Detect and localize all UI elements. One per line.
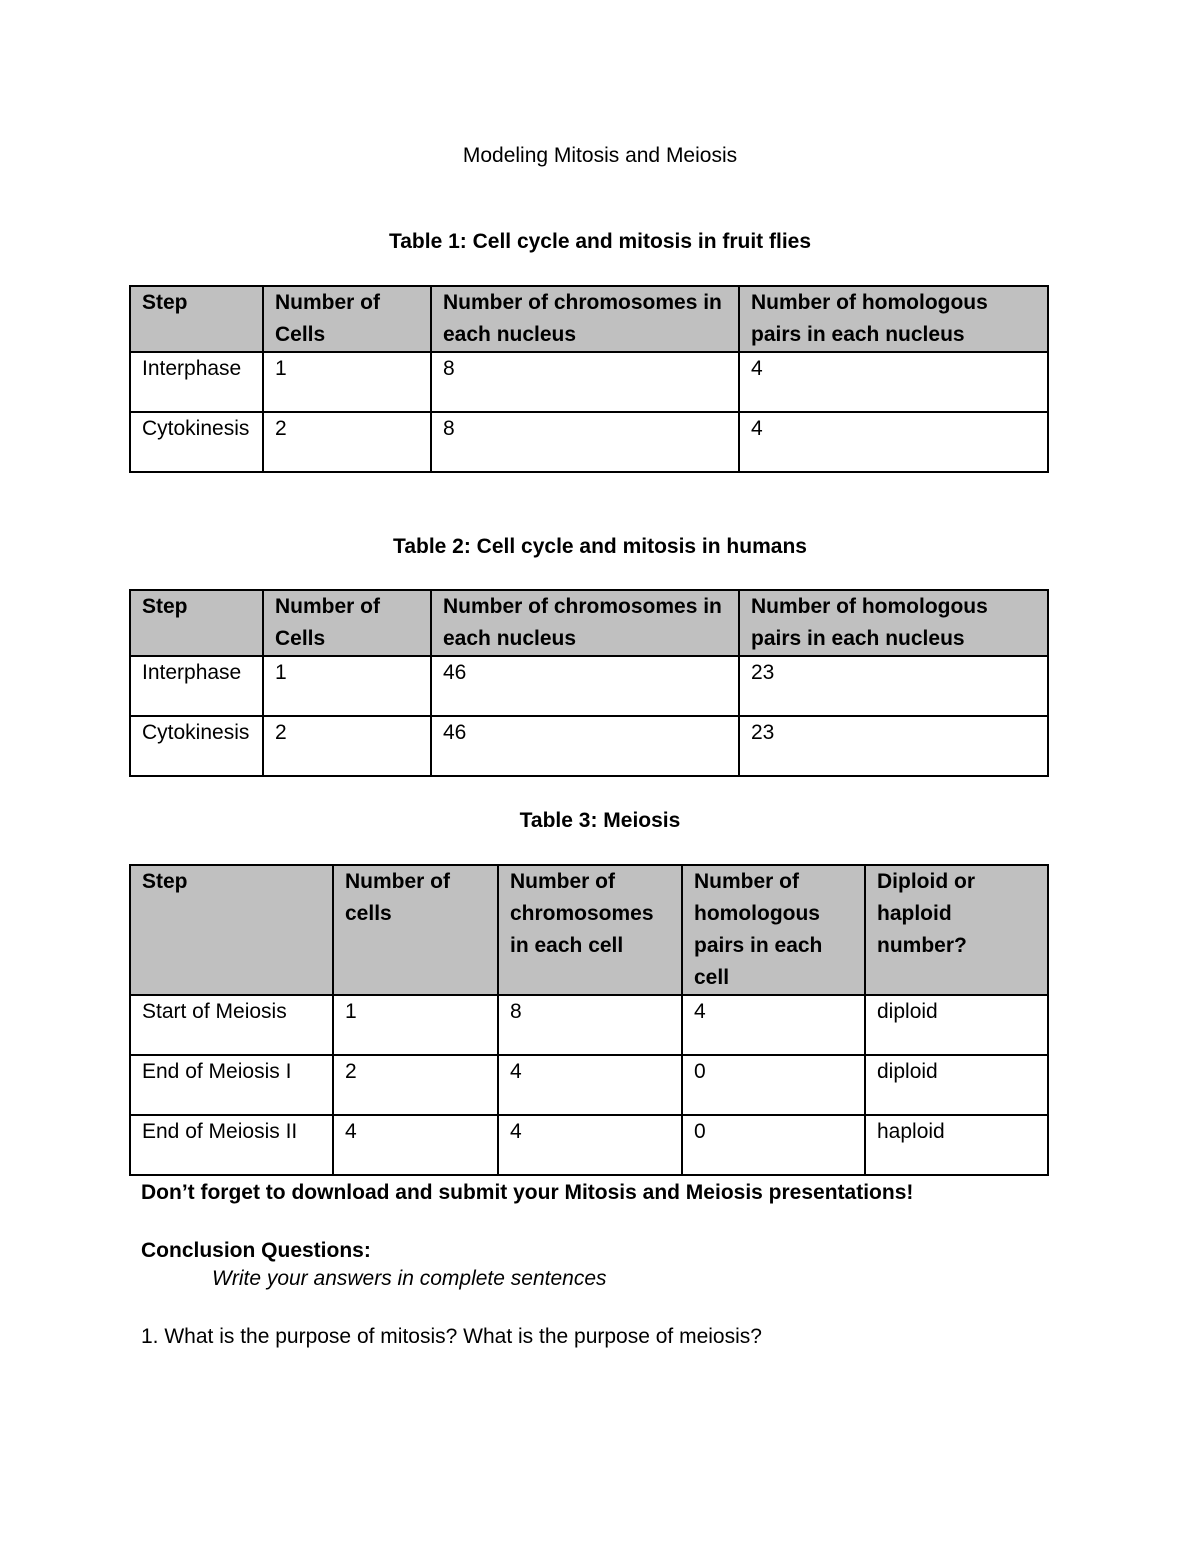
table3-cell: diploid [865, 995, 1048, 1055]
conclusion-heading: Conclusion Questions: [141, 1239, 371, 1262]
table1-header-cell: Step [130, 286, 263, 352]
table3-cell: 8 [498, 995, 682, 1055]
table3-header-cell: Number of homologous pairs in each cell [682, 865, 865, 995]
table1-cell: Interphase [130, 352, 263, 412]
table1-row [130, 352, 1048, 412]
table3-cell: 1 [333, 995, 498, 1055]
table2-cell: 46 [431, 656, 739, 716]
table2 [129, 589, 1049, 777]
table3-cell: 4 [498, 1055, 682, 1115]
submission-reminder: Don’t forget to download and submit your Mitosis and Meiosis presentations! [141, 1181, 914, 1204]
table1-header-row [130, 286, 1048, 352]
table1-header-cell: Number of chromosomes in each nucleus [431, 286, 739, 352]
table2-header-cell: Number of homologous pairs in each nucleus [739, 590, 1048, 656]
table1-header-cell: Number of homologous pairs in each nucleus [739, 286, 1048, 352]
table1-cell: 4 [739, 352, 1048, 412]
table2-cell: Interphase [130, 656, 263, 716]
table1 [129, 285, 1049, 473]
table2-header-cell: Number of Cells [263, 590, 431, 656]
page-title: Modeling Mitosis and Meiosis [462, 144, 738, 167]
table1-cell: 8 [431, 352, 739, 412]
table2-caption: Table 2: Cell cycle and mitosis in humans [393, 535, 807, 558]
table2-cell: 46 [431, 716, 739, 776]
table3-header-cell: Number of cells [333, 865, 498, 995]
table2-row [130, 656, 1048, 716]
table3-row [130, 995, 1048, 1055]
table1-caption: Table 1: Cell cycle and mitosis in fruit flies [388, 230, 812, 253]
table1-header-cell: Number of Cells [263, 286, 431, 352]
table2-header-cell: Number of chromosomes in each nucleus [431, 590, 739, 656]
table3-cell: 0 [682, 1115, 865, 1175]
table3-cell: 2 [333, 1055, 498, 1115]
table3-row [130, 1055, 1048, 1115]
table3-cell: 4 [498, 1115, 682, 1175]
table1-cell: 8 [431, 412, 739, 472]
table3-row [130, 1115, 1048, 1175]
table1-cell: 2 [263, 412, 431, 472]
table2-cell: 23 [739, 656, 1048, 716]
table2-cell: 23 [739, 716, 1048, 776]
table1-cell: 4 [739, 412, 1048, 472]
table3-header-cell: Step [130, 865, 333, 995]
table1-cell: Cytokinesis [130, 412, 263, 472]
table3-cell: diploid [865, 1055, 1048, 1115]
table3-cell: End of Meiosis I [130, 1055, 333, 1115]
table3-cell: Start of Meiosis [130, 995, 333, 1055]
table3-cell: End of Meiosis II [130, 1115, 333, 1175]
table1-row [130, 412, 1048, 472]
question-1: 1. What is the purpose of mitosis? What is the purpose of meiosis? [141, 1325, 762, 1348]
table3-cell: 4 [333, 1115, 498, 1175]
table1-cell: 1 [263, 352, 431, 412]
conclusion-instruction: Write your answers in complete sentences [212, 1267, 607, 1290]
table3-cell: 0 [682, 1055, 865, 1115]
table3-caption: Table 3: Meiosis [519, 809, 681, 832]
table3-cell: haploid [865, 1115, 1048, 1175]
table2-cell: 2 [263, 716, 431, 776]
table2-header-cell: Step [130, 590, 263, 656]
table3-header-cell: Diploid or haploid number? [865, 865, 1048, 995]
table2-cell: 1 [263, 656, 431, 716]
table2-header-row [130, 590, 1048, 656]
table3-header-row [130, 865, 1048, 995]
table2-row [130, 716, 1048, 776]
table2-cell: Cytokinesis [130, 716, 263, 776]
table3-header-cell: Number of chromosomes in each cell [498, 865, 682, 995]
table3 [129, 864, 1049, 1176]
table3-cell: 4 [682, 995, 865, 1055]
